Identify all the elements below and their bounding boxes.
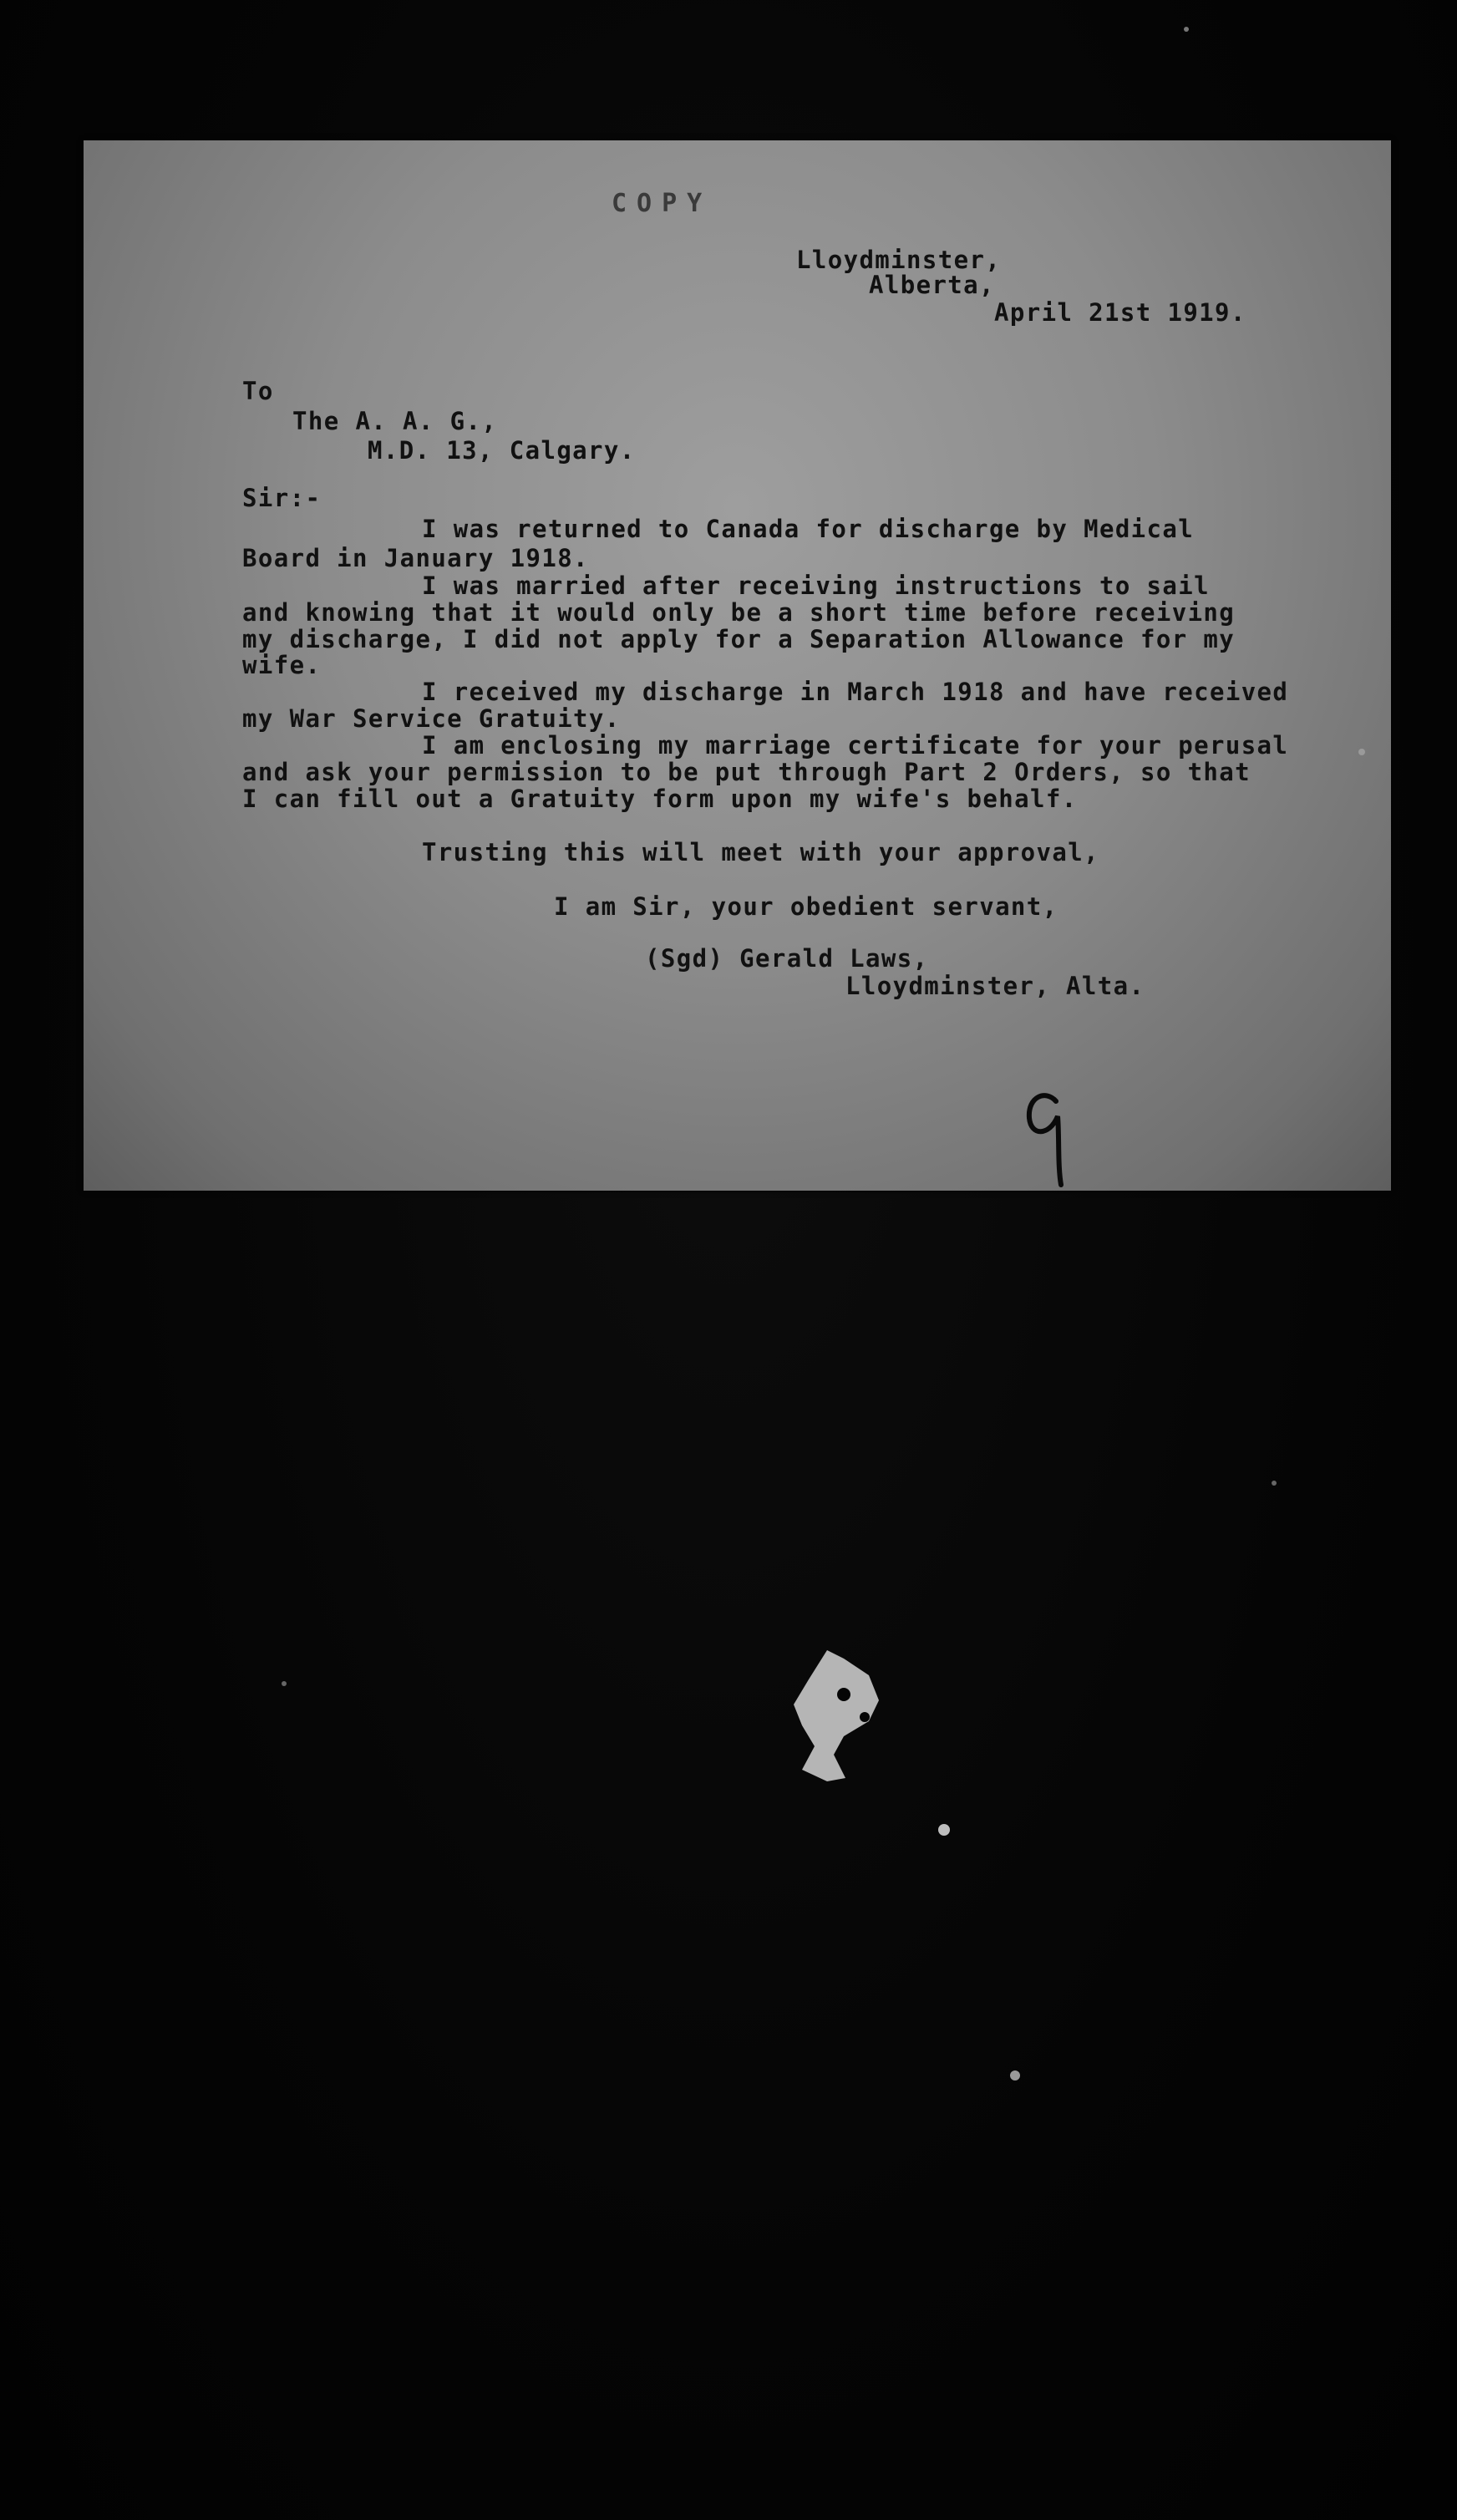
place-line-2: Alberta, xyxy=(869,271,995,299)
signature-place: Lloydminster, Alta. xyxy=(845,972,1145,1000)
addressee-line-1: The A. A. G., xyxy=(292,407,498,435)
to-label: To xyxy=(242,377,274,405)
copy-heading: COPY xyxy=(612,189,713,218)
body-line: I am enclosing my marriage certificate for your perusal xyxy=(422,731,1289,760)
letter-date: April 21st 1919. xyxy=(994,298,1246,327)
body-line: wife. xyxy=(242,651,322,679)
addressee-line-2: M.D. 13, Calgary. xyxy=(368,436,636,465)
letter-paper xyxy=(84,140,1391,1191)
body-line: and knowing that it would only be a short time before receiving xyxy=(242,598,1236,627)
body-line: my War Service Gratuity. xyxy=(242,704,621,733)
closing-line-2: I am Sir, your obedient servant, xyxy=(554,892,1058,921)
closing-line-1: Trusting this will meet with your approval, xyxy=(422,838,1099,866)
body-line: and ask your permission to be put through Part 2 Orders, so that xyxy=(242,758,1251,786)
signature: (Sgd) Gerald Laws, xyxy=(645,944,929,973)
body-line: I received my discharge in March 1918 and have received xyxy=(422,678,1289,706)
folio-number-handwritten xyxy=(1013,1078,1079,1195)
body-line: I can fill out a Gratuity form upon my wife's behalf. xyxy=(242,785,1078,813)
body-line: my discharge, I did not apply for a Separation Allowance for my xyxy=(242,625,1236,653)
body-line: I was married after receiving instructions to sail xyxy=(422,572,1210,600)
body-line: Board in January 1918. xyxy=(242,544,589,572)
salutation: Sir:- xyxy=(242,484,322,512)
body-line: I was returned to Canada for discharge by Medical xyxy=(422,515,1195,543)
place-line-1: Lloydminster, xyxy=(796,246,1002,274)
